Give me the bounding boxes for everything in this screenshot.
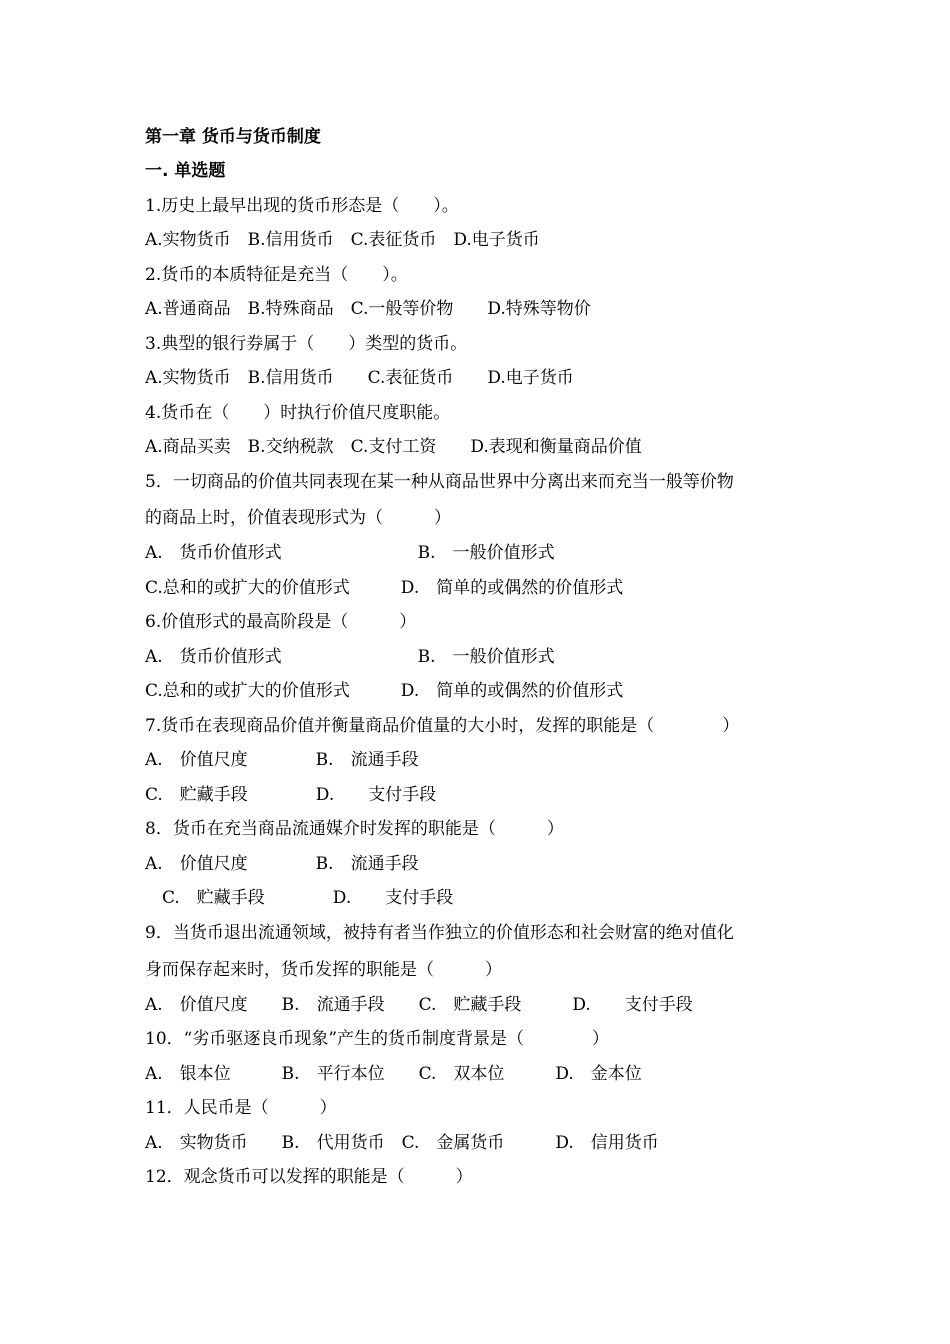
- options-6-ab: A. 货币价值形式 B. 一般价值形式: [145, 647, 555, 667]
- options-5-ab: A. 货币价值形式 B. 一般价值形式: [145, 543, 555, 563]
- section-title: 一. 单选题: [145, 161, 226, 181]
- options-5-cd: C.总和的或扩大的价值形式 D. 简单的或偶然的价值形式: [145, 578, 624, 598]
- options-7-cd: C. 贮藏手段 D. 支付手段: [145, 785, 437, 805]
- options-10: A. 银本位 B. 平行本位 C. 双本位 D. 金本位: [145, 1064, 642, 1084]
- options-4: A.商品买卖 B.交纳税款 C.支付工资 D.表现和衡量商品价值: [145, 437, 642, 457]
- question-12: 12．观念货币可以发挥的职能是（ ）: [145, 1167, 473, 1187]
- question-6: 6.价值形式的最高阶段是（ ）: [145, 612, 417, 632]
- options-9: A. 价值尺度 B. 流通手段 C. 贮藏手段 D. 支付手段: [145, 995, 693, 1015]
- options-2: A.普通商品 B.特殊商品 C.一般等价物 D.特殊等物价: [145, 299, 591, 319]
- question-3: 3.典型的银行券属于（ ）类型的货币。: [145, 334, 468, 354]
- options-8-ab: A. 价值尺度 B. 流通手段: [145, 854, 419, 874]
- question-5-line-2: 的商品上时，价值表现形式为（ ）: [145, 508, 451, 528]
- question-4: 4.货币在（ ）时执行价值尺度职能。: [145, 403, 451, 423]
- options-11: A. 实物货币 B. 代用货币 C. 金属货币 D. 信用货币: [145, 1133, 659, 1153]
- question-7: 7.货币在表现商品价值并衡量商品价值量的大小时，发挥的职能是（ ）: [145, 716, 740, 736]
- question-10: 10．“劣币驱逐良币现象”产生的货币制度背景是（ ）: [145, 1029, 610, 1049]
- options-1: A.实物货币 B.信用货币 C.表征货币 D.电子货币: [145, 230, 540, 250]
- question-1: 1.历史上最早出现的货币形态是（ ）。: [145, 196, 459, 216]
- options-3: A.实物货币 B.信用货币 C.表征货币 D.电子货币: [145, 368, 574, 388]
- options-7-ab: A. 价值尺度 B. 流通手段: [145, 750, 419, 770]
- question-9-line-1: 9．当货币退出流通领域，被持有者当作独立的价值形态和社会财富的绝对值化: [145, 923, 734, 943]
- options-6-cd: C.总和的或扩大的价值形式 D. 简单的或偶然的价值形式: [145, 681, 624, 701]
- question-2: 2.货币的本质特征是充当（ ）。: [145, 265, 408, 285]
- chapter-title: 第一章 货币与货币制度: [145, 127, 321, 147]
- question-8: 8．货币在充当商品流通媒介时发挥的职能是（ ）: [145, 819, 564, 839]
- question-11: 11．人民币是（ ）: [145, 1098, 337, 1118]
- question-9-line-2: 身而保存起来时，货币发挥的职能是（ ）: [145, 960, 502, 980]
- options-8-cd: C. 贮藏手段 D. 支付手段: [145, 888, 454, 908]
- question-5-line-1: 5．一切商品的价值共同表现在某一种从商品世界中分离出来而充当一般等价物: [145, 472, 734, 492]
